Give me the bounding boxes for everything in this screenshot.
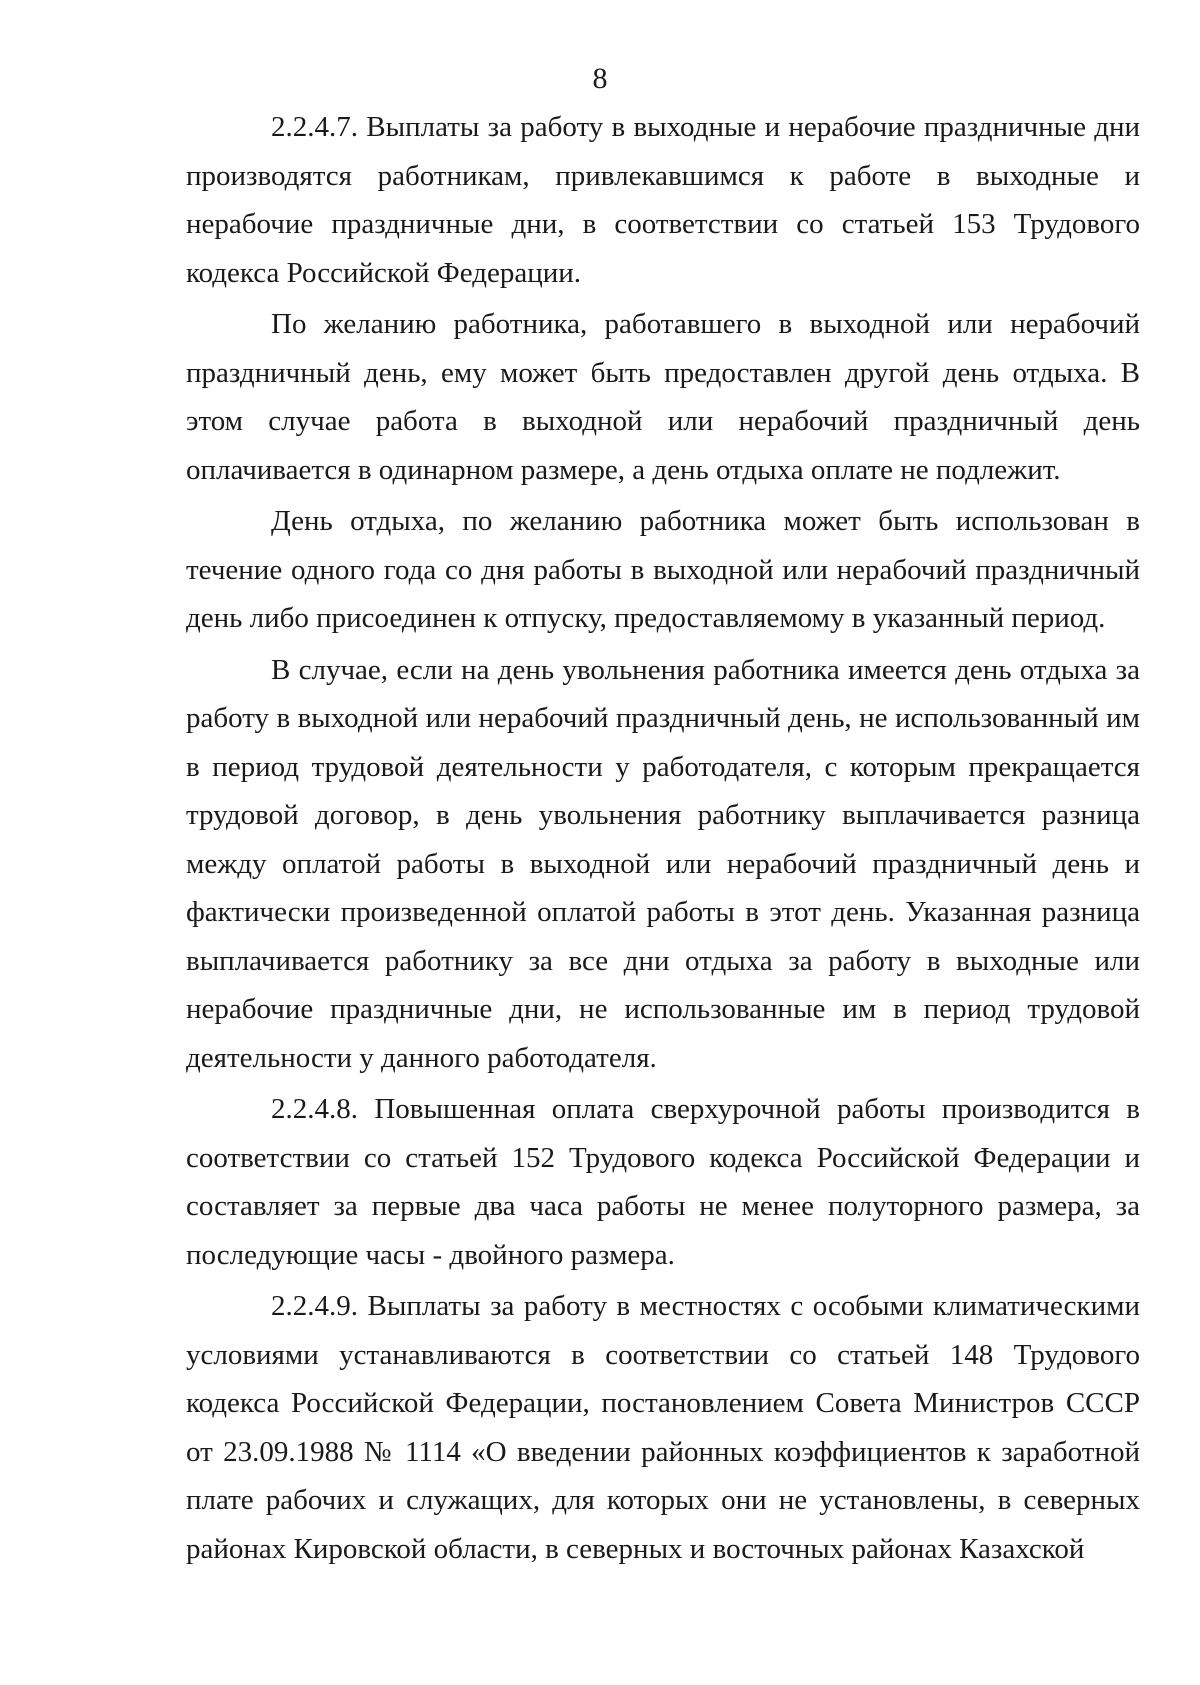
paragraph-dismissal-compensation: В случае, если на день увольнения работника имеется день отдыха за работу в выходной или нерабочий праздничный день, не использованный им в период трудовой деятельности у работодателя, с которым прекращается трудовой договор, в день увольнения работнику выплачивается разница между оплатой работы в выходной или нерабочий праздничный день и фактически произведенной оплатой работы в этот день. Указанная разница выплачивается работнику за все дни отдыха за работу в выходные или нерабочие праздничные дни, не использованные им в период трудовой деятельности у данного работодателя.	[186, 653, 1140, 1074]
document-body	[186, 103, 1140, 1576]
paragraph-day-off-option: По желанию работника, работавшего в выходной или нерабочий праздничный день, ему может быть предоставлен другой день отдыха. В этом случае работа в выходной или нерабочий праздничный день оплачивается в одинарном размере, а день отдыха оплате не подлежит.	[186, 308, 1140, 486]
page-number: 8	[592, 62, 608, 95]
paragraph-2-2-4-9: 2.2.4.9. Выплаты за работу в местностях с особыми климатическими условиями устанавливаются в соответствии со статьей 148 Трудового кодекса Российской Федерации, постановлением Совета Министров СССР от 23.09.1988 № 1114 «О введении районных коэффициентов к заработной плате рабочих и служащих, для которых они не установлены, в северных районах Кировской области, в северных и восточных районах Казахской	[186, 1290, 1140, 1565]
paragraph-day-off-usage: День отдыха, по желанию работника может быть использован в течение одного года со дня работы в выходной или нерабочий праздничный день либо присоединен к отпуску, предоставляемому в указанный период.	[186, 505, 1140, 634]
paragraph-2-2-4-7: 2.2.4.7. Выплаты за работу в выходные и нерабочие праздничные дни производятся работникам, привлекавшимся к работе в выходные и нерабочие праздничные дни, в соответствии со статьей 153 Трудового кодекса Российской Федерации.	[186, 111, 1140, 289]
paragraph-2-2-4-8: 2.2.4.8. Повышенная оплата сверхурочной работы производится в соответствии со статьей 152 Трудового кодекса Российской Федерации и составляет за первые два часа работы не менее полуторного размера, за последующие часы - двойного размера.	[186, 1093, 1140, 1271]
